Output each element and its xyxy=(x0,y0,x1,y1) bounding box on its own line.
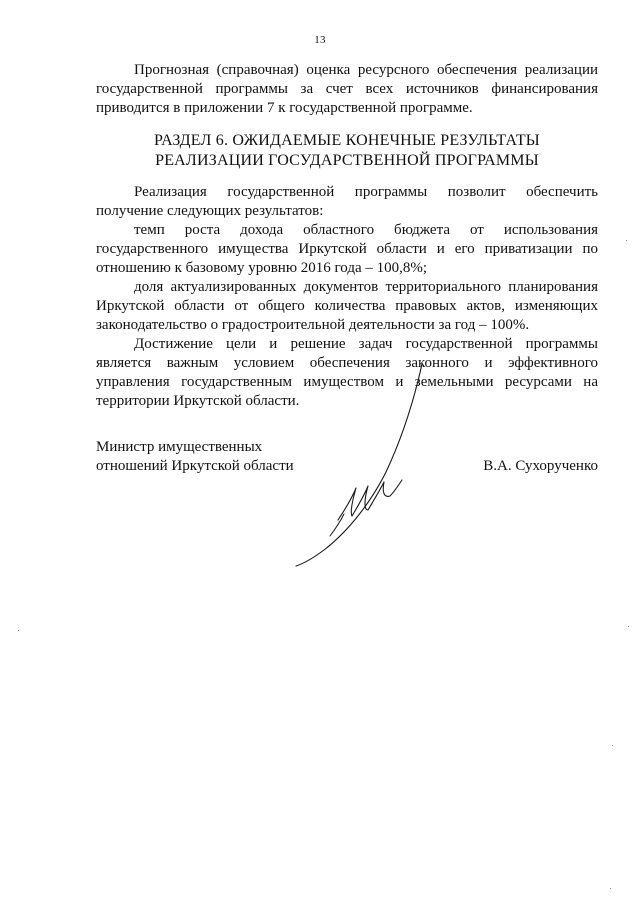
signer-name: В.А. Сухорученко xyxy=(483,458,598,474)
section-heading-line-2: РЕАЛИЗАЦИИ ГОСУДАРСТВЕННОЙ ПРОГРАММЫ xyxy=(155,152,539,169)
section-heading-line-1: РАЗДЕЛ 6. ОЖИДАЕМЫЕ КОНЕЧНЫЕ РЕЗУЛЬТАТЫ xyxy=(154,132,540,149)
scan-speck xyxy=(612,745,613,746)
intro-paragraph: Прогнозная (справочная) оценка ресурсного обеспечения реализации государственной программы за счет всех источников финансирования приводится в приложении 7 к государственной программе. xyxy=(96,62,598,116)
page-number: 13 xyxy=(314,34,326,46)
section-heading xyxy=(96,131,598,171)
conclusion-paragraph: Достижение цели и решение задач государственной программы является важным условием обеспечения законного и эффективного управления государственным имуществом и земельными ресурсами на территории Иркутской области. xyxy=(96,336,598,409)
signer-title-line-1: Министр имущественных xyxy=(96,439,263,455)
signer-title-line-2: отношений Иркутской области xyxy=(96,458,294,474)
scan-speck xyxy=(610,888,611,889)
handwritten-signature-icon xyxy=(290,360,440,570)
scan-speck xyxy=(626,240,627,241)
result-item-budget-growth: темп роста дохода областного бюджета от использования государственного имущества Иркутской области и его приватизации по отношению к базовому уровню 2016 года – 100,8%; xyxy=(96,222,598,276)
scan-speck xyxy=(628,626,629,627)
results-intro-paragraph: Реализация государственной программы позволит обеспечить получение следующих результатов: xyxy=(96,184,598,219)
result-item-planning-documents: доля актуализированных документов территориального планирования Иркутской области от общего количества правовых актов, изменяющих законодательство о градостроительной деятельности за год – 100%. xyxy=(96,279,598,333)
scan-speck xyxy=(18,630,19,631)
